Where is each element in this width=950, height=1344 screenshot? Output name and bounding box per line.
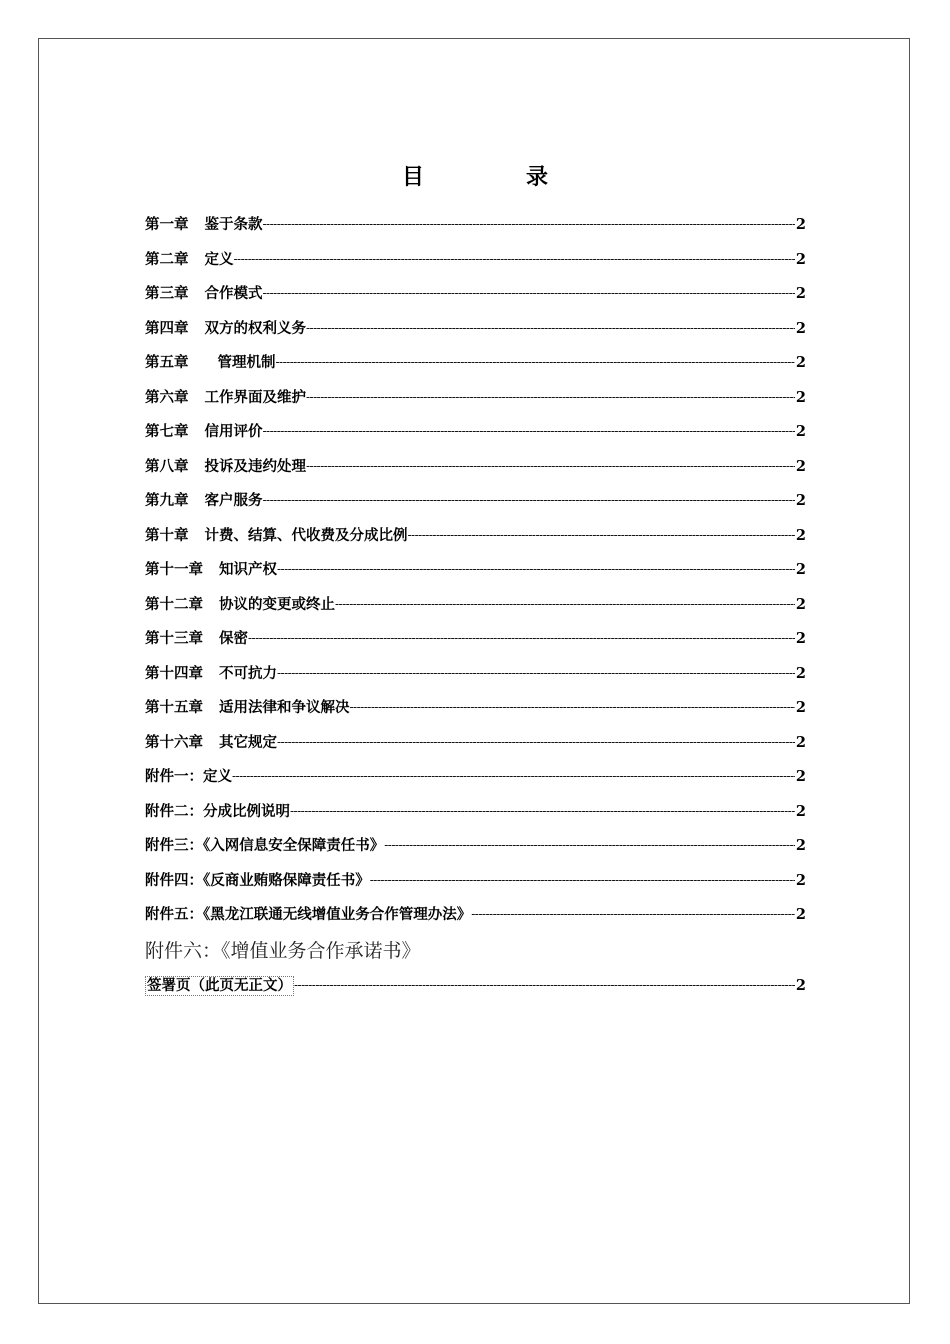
toc-entry-chapter-8[interactable] (145, 450, 806, 485)
chapter-number: 第十一章 (145, 561, 203, 578)
chapter-number: 第十章 (145, 526, 189, 544)
page-number: 2 (795, 526, 806, 544)
dot-leader (277, 726, 795, 760)
page-number: 2 (795, 906, 806, 923)
chapter-title: 合作模式 (204, 285, 263, 302)
dot-leader (408, 519, 795, 553)
chapter-title: 投诉及违约处理 (204, 457, 306, 475)
chapter-number: 第十五章 (145, 699, 203, 716)
dot-leader (277, 657, 795, 691)
page-number: 2 (795, 768, 806, 785)
dot-leader (306, 381, 795, 415)
dot-leader (306, 450, 795, 484)
dot-leader (276, 346, 795, 380)
chapter-number: 第三章 (145, 285, 189, 302)
chapter-title: 计费、结算、代收费及分成比例 (204, 526, 408, 544)
chapter-number: 第五章 (145, 354, 189, 371)
page-number: 2 (795, 388, 806, 406)
appendix-title: 附件三：《入网信息安全保障责任书》 (145, 837, 385, 854)
dot-leader (263, 415, 795, 449)
page-number: 2 (795, 423, 806, 440)
chapter-number: 第一章 (145, 216, 189, 233)
signature-title: 签署页（此页无正文） (147, 976, 292, 994)
chapter-title: 工作界面及维护 (204, 388, 306, 406)
toc-entry-appendix-5[interactable] (145, 898, 806, 933)
page-number: 2 (795, 492, 806, 509)
toc-list (145, 208, 806, 1003)
dot-leader (263, 484, 795, 518)
chapter-number: 第十二章 (145, 595, 203, 613)
toc-entry-signature-page[interactable] (145, 969, 806, 1004)
chapter-number: 第十三章 (145, 630, 203, 647)
dot-leader (384, 829, 795, 863)
chapter-title: 不可抗力 (219, 664, 277, 682)
chapter-title: 客户服务 (204, 492, 263, 509)
chapter-title: 管理机制 (217, 354, 276, 371)
page-number: 2 (795, 354, 806, 371)
dot-leader (471, 898, 795, 932)
toc-entry-chapter-7[interactable] (145, 415, 806, 450)
dot-leader (306, 312, 795, 346)
page-number: 2 (795, 871, 806, 889)
dot-leader (263, 208, 795, 242)
dot-leader (294, 969, 795, 1003)
page-number: 2 (795, 664, 806, 682)
toc-entry-chapter-6[interactable] (145, 381, 806, 416)
page-number: 2 (795, 457, 806, 475)
toc-entry-chapter-10[interactable] (145, 519, 806, 554)
toc-title: 目 录 (401, 164, 588, 190)
dot-leader (263, 277, 795, 311)
toc-entry-chapter-15[interactable] (145, 691, 806, 726)
chapter-title: 协议的变更或终止 (219, 595, 335, 613)
page-number: 2 (795, 837, 806, 854)
toc-entry-appendix-3[interactable] (145, 829, 806, 864)
toc-entry-chapter-9[interactable] (145, 484, 806, 519)
toc-entry-chapter-12[interactable] (145, 588, 806, 623)
chapter-number: 第八章 (145, 457, 189, 475)
appendix-title: 附件四：《反商业贿赂保障责任书》 (145, 871, 370, 889)
chapter-title: 定义 (204, 250, 234, 268)
dot-leader (290, 795, 795, 829)
toc-entry-chapter-14[interactable] (145, 657, 806, 692)
toc-entry-appendix-2[interactable] (145, 795, 806, 830)
page-number: 2 (795, 561, 806, 578)
page-number: 2 (795, 595, 806, 613)
toc-entry-chapter-2[interactable] (145, 243, 806, 278)
appendix-title: 附件二：分成比例说明 (145, 802, 290, 820)
page-number: 2 (795, 630, 806, 647)
chapter-title: 知识产权 (219, 561, 277, 578)
page-number: 2 (795, 802, 806, 820)
appendix-title: 附件五：《黑龙江联通无线增值业务合作管理办法》 (145, 906, 472, 923)
chapter-title: 鉴于条款 (204, 216, 263, 233)
page-number: 2 (795, 699, 806, 716)
toc-entry-appendix-6[interactable] (145, 933, 806, 969)
toc-entry-appendix-4[interactable] (145, 864, 806, 899)
dot-leader (335, 588, 795, 622)
page-number: 2 (795, 285, 806, 302)
dot-leader (350, 691, 795, 725)
chapter-title: 保密 (219, 630, 248, 647)
chapter-number: 第十四章 (145, 664, 203, 682)
chapter-title: 双方的权利义务 (204, 319, 306, 337)
toc-entry-chapter-1[interactable] (145, 208, 806, 243)
chapter-number: 第六章 (145, 388, 189, 406)
toc-entry-appendix-1[interactable] (145, 760, 806, 795)
chapter-number: 第十六章 (145, 733, 203, 751)
toc-entry-chapter-16[interactable] (145, 726, 806, 761)
chapter-number: 第七章 (145, 423, 189, 440)
page-number: 2 (795, 319, 806, 337)
chapter-title: 适用法律和争议解决 (219, 699, 350, 716)
dot-leader (248, 622, 795, 656)
chapter-title: 信用评价 (204, 423, 263, 440)
appendix-title: 附件一：定义 (145, 768, 232, 785)
toc-entry-chapter-4[interactable] (145, 312, 806, 347)
page-number: 2 (795, 250, 806, 268)
dot-leader (234, 243, 795, 277)
chapter-number: 第九章 (145, 492, 189, 509)
toc-entry-chapter-5[interactable] (145, 346, 806, 381)
page-number: 2 (795, 216, 806, 233)
toc-entry-chapter-13[interactable] (145, 622, 806, 657)
dot-leader (370, 864, 795, 898)
toc-entry-chapter-11[interactable] (145, 553, 806, 588)
dot-leader (232, 760, 795, 794)
chapter-number: 第四章 (145, 319, 189, 337)
chapter-title: 其它规定 (219, 733, 277, 751)
dot-leader (277, 553, 795, 587)
page-number: 2 (795, 976, 806, 994)
page-number: 2 (795, 733, 806, 751)
appendix-title: 附件六：《增值业务合作承诺书》 (145, 939, 421, 962)
chapter-number: 第二章 (145, 250, 189, 268)
toc-entry-chapter-3[interactable] (145, 277, 806, 312)
